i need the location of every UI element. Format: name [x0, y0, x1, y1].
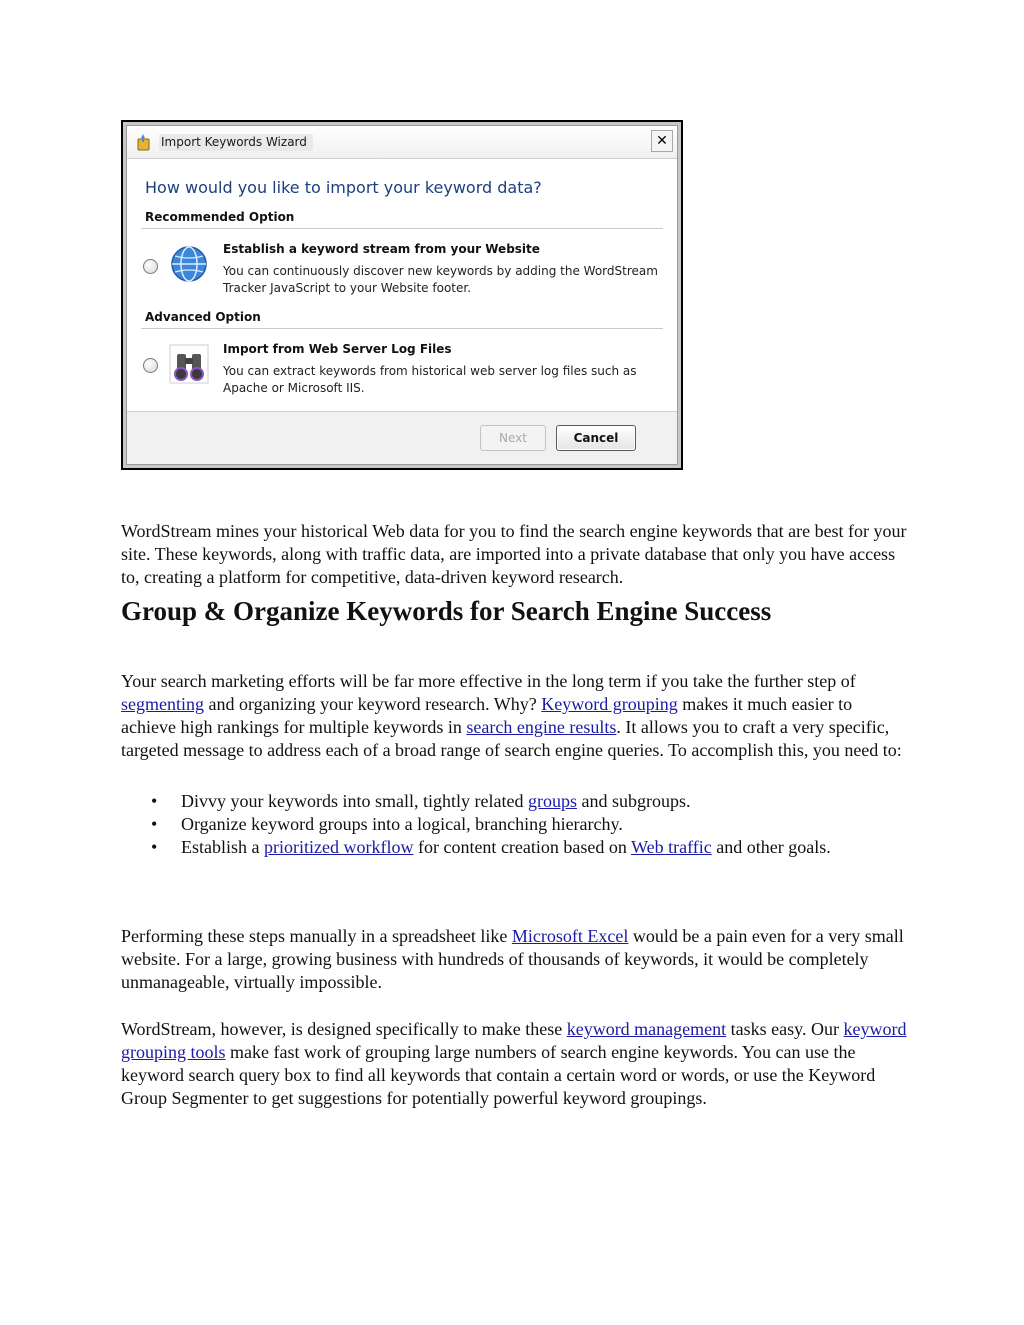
option-website-title: Establish a keyword stream from your Website: [223, 242, 540, 256]
link-keyword-grouping-tools[interactable]: keyword grouping tools: [121, 1019, 907, 1062]
text-span: Establish a: [181, 837, 264, 857]
section-heading: Group & Organize Keywords for Search Engine Success: [121, 596, 772, 626]
binoculars-icon: [169, 344, 209, 384]
link-segmenting[interactable]: segmenting: [121, 694, 204, 714]
close-button[interactable]: [651, 130, 673, 152]
list-item: [121, 836, 901, 859]
link-search-engine-results[interactable]: search engine results: [466, 717, 617, 737]
wizard-screenshot: [121, 120, 683, 470]
dialog-titlebar: [127, 126, 677, 159]
text-span: for content creation based on: [413, 837, 632, 857]
bullet-icon: •: [151, 791, 158, 811]
dialog-title: Import Keywords Wizard: [159, 134, 313, 151]
text-span: Your search marketing efforts will be far more effective in the long term if you take the further step of: [121, 671, 856, 691]
text-span: makes it much easier to achieve high rankings for multiple keywords in: [121, 694, 853, 737]
text-span: Performing these steps manually in a spreadsheet like: [121, 926, 512, 946]
advanced-option-label: Advanced Option: [145, 310, 261, 324]
globe-icon: [169, 244, 209, 284]
text-span: Organize keyword groups into a logical, branching hierarchy.: [181, 814, 623, 834]
option-website-desc: You can continuously discover new keywords by adding the WordStream Tracker JavaScript to your Website footer.: [223, 264, 658, 295]
text-span: tasks easy. Our: [726, 1019, 844, 1039]
text-span: would be a pain even for a very small website. For a large, growing business with hundreds of thousands of keywords, it would be completely unmanageable, virtually impossible.: [121, 926, 904, 992]
list-item: [121, 813, 901, 836]
option-logfiles-title: Import from Web Server Log Files: [223, 342, 452, 356]
list-item: [121, 790, 901, 813]
text-span: and organizing your keyword research. Why?: [204, 694, 542, 714]
spreadsheet-paragraph: [121, 925, 911, 994]
link-prioritized-workflow[interactable]: prioritized workflow: [264, 837, 414, 857]
wordstream-paragraph: [121, 1018, 911, 1110]
close-icon: ✕: [656, 133, 668, 149]
advanced-divider: [141, 328, 663, 329]
dialog-question: How would you like to import your keyword data?: [145, 178, 542, 197]
link-web-traffic[interactable]: Web traffic: [631, 837, 712, 857]
recommended-divider: [141, 228, 663, 229]
option-logfiles-desc: You can extract keywords from historical web server log files such as Apache or Microsoft IIS.: [223, 364, 637, 395]
intro-paragraph: WordStream mines your historical Web data for you to find the search engine keywords that are best for your site. These keywords, along with traffic data, are imported into a private database that only you have access to, creating a platform for competitive, data-driven keyword research.: [121, 521, 907, 587]
link-microsoft-excel[interactable]: Microsoft Excel: [511, 926, 629, 946]
bullet-icon: •: [151, 837, 158, 857]
text-span: Divvy your keywords into small, tightly related: [181, 791, 528, 811]
text-span: and other goals.: [711, 837, 831, 857]
option-logfiles-radio[interactable]: [143, 358, 158, 373]
grouping-paragraph: [121, 670, 911, 762]
cancel-button[interactable]: Cancel: [556, 425, 636, 451]
dialog-footer: [127, 411, 677, 464]
option-website-radio[interactable]: [143, 259, 158, 274]
link-keyword-management[interactable]: keyword management: [566, 1019, 727, 1039]
steps-list: [121, 790, 901, 859]
wizard-icon: [135, 133, 153, 151]
next-button[interactable]: Next: [480, 425, 546, 451]
import-keywords-dialog: [126, 125, 678, 465]
link-groups[interactable]: groups: [527, 791, 577, 811]
text-span: . It allows you to craft a very specific, targeted message to address each of a broad range of search engine queries. To accomplish this, you need to:: [121, 717, 902, 760]
recommended-option-label: Recommended Option: [145, 210, 295, 224]
text-span: and subgroups.: [576, 791, 691, 811]
bullet-icon: •: [151, 814, 158, 834]
link-keyword-grouping[interactable]: Keyword grouping: [541, 694, 678, 714]
text-span: make fast work of grouping large numbers of search engine keywords. You can use the keyword search query box to find all keywords that contain a certain word or words, or use the Keyword Group Segmenter to get suggestions for potentially powerful keyword groupings.: [121, 1042, 876, 1108]
text-span: WordStream, however, is designed specifically to make these: [121, 1019, 567, 1039]
